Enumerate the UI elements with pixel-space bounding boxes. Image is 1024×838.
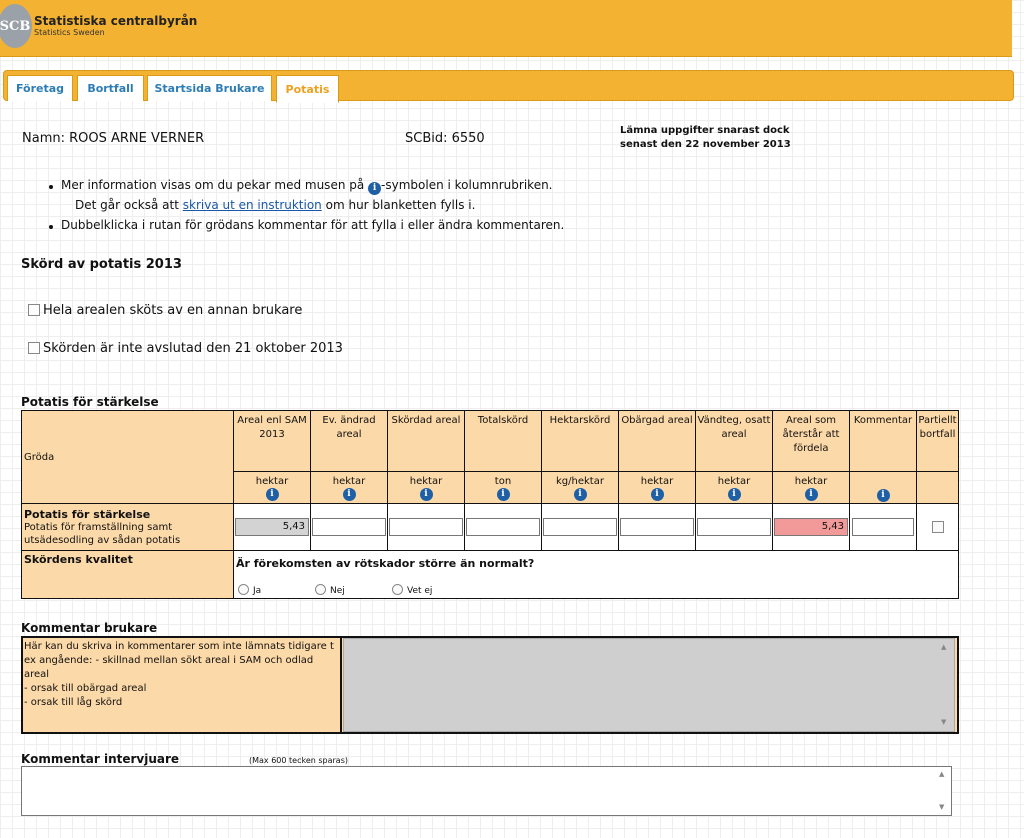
tab-startsida-brukare[interactable]: Startsida Brukare — [147, 75, 272, 101]
crop-row-desc: Potatis för framställning samt utsädesodling av sådan potatis — [24, 521, 181, 546]
col-header: Ev. ändrad areal — [311, 411, 388, 472]
checkbox-harvest-not-finished-label: Skörden är inte avslutad den 21 oktober 2013 — [43, 341, 343, 356]
col-header-groda: Gröda — [22, 411, 234, 504]
totalskord-input[interactable] — [466, 518, 540, 536]
col-header: Obärgad areal — [619, 411, 696, 472]
instruction-1-line2 — [75, 198, 475, 212]
checkbox-other-farmer-label: Hela arealen sköts av en annan brukare — [43, 303, 303, 318]
radio-nej-label: Nej — [330, 586, 345, 596]
unit-cell — [619, 472, 696, 504]
instruction-2: Dubbelklicka i rutan för grödans kommentar för att fylla i eller ändra kommentaren. — [61, 218, 565, 232]
unit-cell — [388, 472, 465, 504]
unit-cell — [773, 472, 850, 504]
instruction-1-post: -symbolen i kolumnrubriken. — [381, 178, 553, 192]
scroll-up-icon[interactable]: ▲ — [939, 770, 945, 778]
info-icon[interactable]: i — [728, 488, 741, 501]
print-instruction-link[interactable]: skriva ut en instruktion — [182, 198, 322, 212]
quality-row-header — [22, 551, 234, 599]
cell-aterstar — [773, 504, 850, 551]
comment-brukare-textarea[interactable] — [343, 638, 955, 732]
cell-vandteg — [696, 504, 773, 551]
org-subtitle: Statistics Sweden — [34, 28, 105, 37]
scb-id: SCBid: 6550 — [405, 131, 485, 146]
info-icon[interactable]: i — [574, 488, 587, 501]
cell-kommentar — [850, 504, 917, 551]
tab-potatis[interactable]: Potatis — [276, 75, 339, 103]
section-title: Skörd av potatis 2013 — [21, 257, 182, 272]
instruction-1-line2-post: om hur blanketten fylls i. — [321, 198, 476, 212]
cell-skordad-areal — [388, 504, 465, 551]
radio-ja[interactable] — [238, 584, 249, 595]
cell-partiellt-bortfall — [917, 504, 959, 551]
cell-totalskord — [465, 504, 542, 551]
vandteg-input[interactable] — [697, 518, 771, 536]
unit-label: hektar — [255, 476, 289, 487]
info-icon[interactable]: i — [266, 488, 279, 501]
radio-nej[interactable] — [315, 584, 326, 595]
info-icon[interactable]: i — [651, 488, 664, 501]
scroll-up-icon[interactable]: ▲ — [941, 643, 947, 651]
unit-cell — [696, 472, 773, 504]
partiellt-bortfall-checkbox[interactable] — [932, 521, 944, 533]
unit-cell — [542, 472, 619, 504]
unit-cell — [234, 472, 311, 504]
unit-label: hektar — [640, 476, 674, 487]
instruction-1 — [61, 178, 553, 195]
comment-intervjuare-textarea[interactable] — [21, 766, 952, 816]
unit-cell — [917, 472, 959, 504]
obargad-areal-input[interactable] — [620, 518, 694, 536]
cell-hektarskord — [542, 504, 619, 551]
cell-andrad-areal — [311, 504, 388, 551]
unit-cell — [850, 472, 917, 504]
col-header: Hektarskörd — [542, 411, 619, 472]
checkbox-other-farmer[interactable] — [28, 304, 40, 316]
crop-row-header — [22, 504, 234, 551]
crop-table — [21, 410, 959, 599]
skordad-areal-input[interactable] — [389, 518, 463, 536]
info-icon[interactable]: i — [497, 488, 510, 501]
col-header: Skördad areal — [388, 411, 465, 472]
radio-ja-label: Ja — [253, 586, 262, 596]
scroll-down-icon[interactable]: ▼ — [941, 718, 947, 726]
table-caption: Potatis för stärkelse — [21, 395, 159, 409]
org-name: Statistiska centralbyrån — [34, 14, 198, 28]
col-header: Vändteg, osatt areal — [696, 411, 773, 472]
hektarskord-input[interactable] — [543, 518, 617, 536]
col-header: Totalskörd — [465, 411, 542, 472]
scb-logo: SCB — [0, 4, 32, 48]
unit-cell — [465, 472, 542, 504]
unit-label: hektar — [717, 476, 751, 487]
respondent-name: Namn: ROOS ARNE VERNER — [22, 131, 205, 146]
cell-obargad-areal — [619, 504, 696, 551]
quality-label: Skördens kvalitet — [24, 553, 133, 566]
unit-label: hektar — [332, 476, 366, 487]
quality-question: Är förekomsten av rötskador större än normalt? — [236, 557, 535, 570]
col-header: Partiellt bortfall — [917, 411, 959, 472]
radio-vet-ej[interactable] — [392, 584, 403, 595]
site-header — [0, 0, 1012, 57]
andrad-areal-input[interactable] — [312, 518, 386, 536]
info-icon[interactable]: i — [343, 488, 356, 501]
bullet — [49, 185, 53, 189]
instruction-1-pre: Mer information visas om du pekar med musen på — [61, 178, 369, 192]
deadline-line-2: senast den 22 november 2013 — [620, 139, 791, 150]
checkbox-harvest-not-finished[interactable] — [28, 342, 40, 354]
info-icon[interactable]: i — [420, 488, 433, 501]
comment-intervjuare-note: (Max 600 tecken sparas) — [249, 756, 348, 765]
info-icon: i — [368, 182, 381, 195]
radio-vet-ej-label: Vet ej — [407, 586, 433, 596]
unit-label: kg/hektar — [556, 476, 604, 487]
unit-label: hektar — [409, 476, 443, 487]
comment-brukare-hint: Här kan du skriva in kommentarer som inte lämnats tidigare t ex angående: - skillnad mellan sökt areal i SAM och odlad areal - orsak till obärgad areal - orsak till låg skörd — [24, 641, 334, 708]
kommentar-input[interactable] — [852, 518, 914, 536]
divider — [340, 638, 342, 732]
deadline-line-1: Lämna uppgifter snarast dock — [620, 125, 790, 136]
unit-label: ton — [494, 476, 512, 487]
col-header: Kommentar — [850, 411, 917, 472]
crop-row-title: Potatis för stärkelse — [24, 507, 151, 521]
comment-intervjuare-title: Kommentar intervjuare — [21, 752, 180, 766]
tab-bortfall[interactable]: Bortfall — [77, 75, 144, 101]
col-header: Areal enl SAM 2013 — [234, 411, 311, 472]
aterstar-value: 5,43 — [774, 518, 848, 536]
unit-label: hektar — [794, 476, 828, 487]
bullet — [49, 225, 53, 229]
col-header: Areal som återstår att fördela — [773, 411, 850, 472]
comment-brukare-title: Kommentar brukare — [21, 621, 158, 635]
instruction-1-line2-pre: Det går också att — [75, 198, 183, 212]
areal-sam-value: 5,43 — [235, 518, 309, 536]
unit-label — [850, 476, 916, 488]
info-icon[interactable]: i — [877, 489, 890, 502]
cell-areal-sam — [234, 504, 311, 551]
scroll-down-icon[interactable]: ▼ — [939, 803, 945, 811]
info-icon[interactable]: i — [805, 488, 818, 501]
unit-cell — [311, 472, 388, 504]
tab-foretag[interactable]: Företag — [7, 75, 73, 101]
